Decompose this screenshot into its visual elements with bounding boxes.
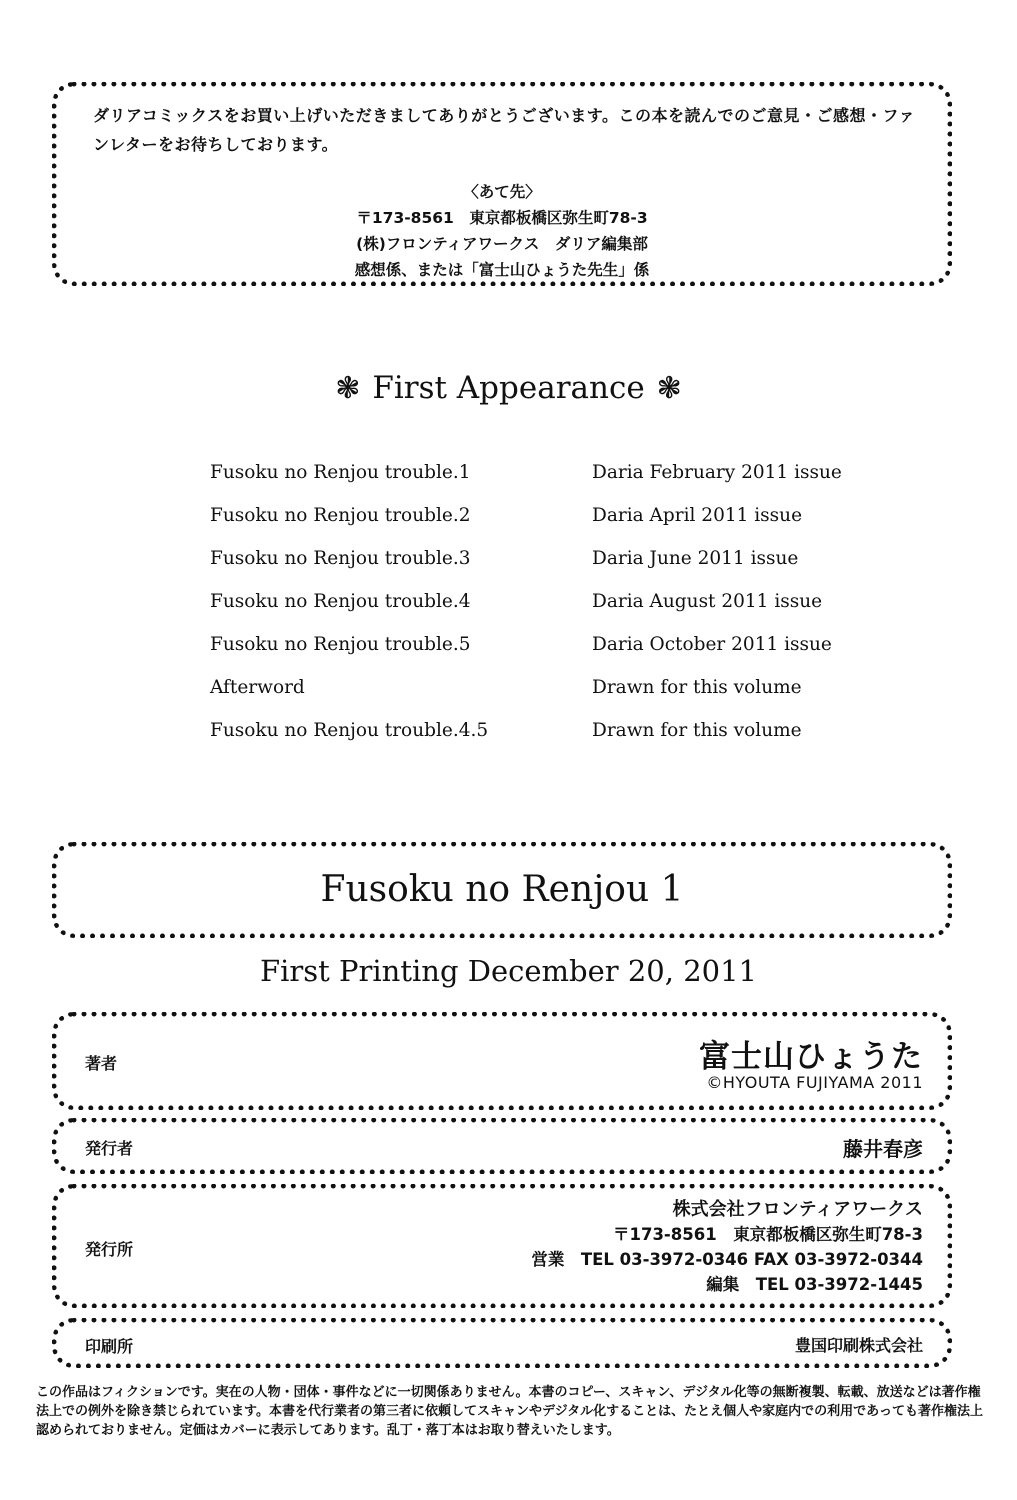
address-line-3: 感想係、または「富士山ひょうた先生」係	[354, 261, 650, 279]
chapter-source: Daria April 2011 issue	[592, 505, 803, 526]
office-address: 〒173-8561 東京都板橋区弥生町78-3	[612, 1225, 923, 1244]
chapter-name: Afterword	[210, 677, 305, 698]
first-appearance-row	[0, 462, 1017, 492]
address-line-2: (株)フロンティアワークス ダリア編集部	[356, 235, 648, 253]
first-printing-date: First Printing December 20, 2011	[260, 954, 757, 988]
office-sales-phone: 営業 TEL 03-3972-0346 FAX 03-3972-0344	[531, 1250, 923, 1269]
address-heading: 〈あて先〉	[463, 183, 541, 201]
author-name: 富士山ひょうた	[699, 1039, 923, 1075]
office-editorial-phone: 編集 TEL 03-3972-1445	[706, 1275, 923, 1294]
chapter-source: Daria February 2011 issue	[592, 462, 842, 483]
printer-label: 印刷所	[85, 1337, 134, 1356]
chapter-source: Daria October 2011 issue	[592, 634, 832, 655]
publisher-name: 藤井春彦	[843, 1137, 923, 1161]
chapter-name: Fusoku no Renjou trouble.3	[210, 548, 471, 569]
author-label: 著者	[85, 1054, 118, 1073]
chapter-name: Fusoku no Renjou trouble.4	[210, 591, 471, 612]
chapter-name: Fusoku no Renjou trouble.4.5	[210, 720, 489, 741]
publisher-box	[52, 1118, 952, 1174]
office-details	[531, 1197, 923, 1297]
letter-intro-text: ダリアコミックスをお買い上げいただきましてありがとうございます。この本を読んでのご意見・ご感想・ファンレターをお待ちしております。	[93, 106, 916, 154]
office-name: 株式会社フロンティアワークス	[672, 1199, 923, 1220]
printer-name: 豊国印刷株式会社	[794, 1336, 923, 1355]
book-title: Fusoku no Renjou 1	[320, 869, 684, 910]
chapter-source: Drawn for this volume	[592, 677, 802, 698]
chapter-source: Daria August 2011 issue	[592, 591, 823, 612]
office-label: 発行所	[85, 1240, 134, 1259]
printer-box	[52, 1318, 952, 1368]
first-appearance-heading	[0, 370, 1017, 406]
chapter-name: Fusoku no Renjou trouble.2	[210, 505, 471, 526]
fan-letter-box	[52, 82, 952, 286]
flower-icon: ❃	[656, 371, 682, 406]
address-line-1: 〒173-8561 東京都板橋区弥生町78-3	[356, 209, 648, 227]
first-appearance-row	[0, 505, 1017, 535]
first-appearance-row	[0, 720, 1017, 750]
author-box	[52, 1012, 952, 1110]
first-appearance-row	[0, 591, 1017, 621]
chapter-source: Daria June 2011 issue	[592, 548, 799, 569]
chapter-source: Drawn for this volume	[592, 720, 802, 741]
chapter-name: Fusoku no Renjou trouble.5	[210, 634, 471, 655]
publisher-label: 発行者	[85, 1139, 134, 1158]
book-title-box	[52, 842, 952, 938]
letter-address-block	[57, 179, 947, 283]
publishing-office-box	[52, 1184, 952, 1308]
first-appearance-row	[0, 677, 1017, 707]
first-appearance-row	[0, 548, 1017, 578]
first-appearance-row	[0, 634, 1017, 664]
flower-icon: ❃	[335, 371, 361, 406]
legal-notice: この作品はフィクションです。実在の人物・団体・事件などに一切関係ありません。本書のコピー、スキャン、デジタル化等の無断複製、転載、放送などは著作権法上での例外を除き禁じられています。本書を代行業者の第三者に依頼してスキャンやデジタル化することは、たとえ個人や家庭内での利用であっても著作権法上認められておりません。定価はカバーに表示してあります。乱丁・落丁本はお取り替えいたします。	[36, 1385, 984, 1438]
first-appearance-title: First Appearance	[372, 370, 645, 406]
chapter-name: Fusoku no Renjou trouble.1	[210, 462, 471, 483]
author-copyright: ©HYOUTA FUJIYAMA 2011	[706, 1073, 923, 1092]
